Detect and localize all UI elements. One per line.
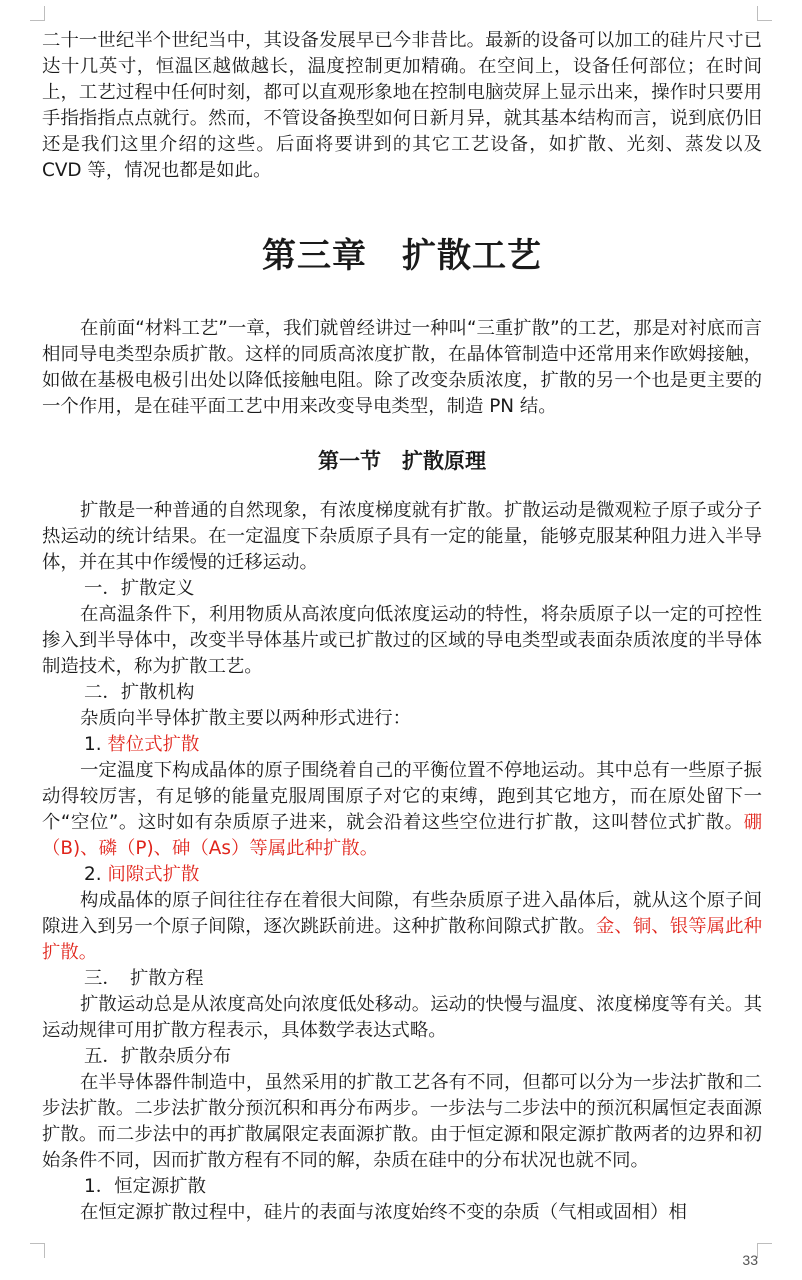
definition-heading: 一．扩散定义 [84, 578, 195, 599]
equation-paragraph: 扩散运动总是从浓度高处向浓度低处移动。运动的快慢与温度、浓度梯度等有关。其运动规律可用扩散方程表示，具体数学表达式略。 [42, 994, 762, 1041]
substitutional-heading [42, 732, 762, 758]
substitutional-paragraph [42, 758, 762, 862]
page-content [42, 28, 762, 1226]
interstitial-number: 2. [84, 864, 102, 885]
equation-heading: 三． 扩散方程 [84, 968, 204, 989]
crop-mark-top-left [30, 6, 45, 21]
distribution-paragraph: 在半导体器件制造中，虽然采用的扩散工艺各有不同，但都可以分为一步法扩散和二步法扩散。二步法扩散分预沉积和再分布两步。一步法与二步法中的预沉积属恒定表面源扩散。而二步法中的再扩散属限定表面源扩散。由于恒定源和限定源扩散两者的边界和初始条件不同，因而扩散方程有不同的解，杂质在硅中的分布状况也就不同。 [42, 1072, 762, 1171]
substitutional-text: 一定温度下构成晶体的原子围绕着自己的平衡位置不停地运动。其中总有一些原子振动得较厉害，有足够的能量克服周围原子对它的束缚，跑到其它地方，而在原处留下一个“空位”。这时如有杂质原子进来，就会沿着这些空位进行扩散，这叫替位式扩散。 [42, 760, 762, 833]
interstitial-paragraph [42, 888, 762, 966]
mechanism-paragraph: 杂质向半导体扩散主要以两种形式进行： [80, 708, 412, 729]
crop-mark-bottom-left [30, 1243, 45, 1258]
substitutional-title: 替位式扩散 [107, 734, 200, 755]
section-title: 第一节 扩散原理 [318, 449, 486, 473]
chapter-title: 第三章 扩散工艺 [262, 236, 542, 276]
distribution-heading: 五．扩散杂质分布 [84, 1046, 232, 1067]
definition-paragraph: 在高温条件下，利用物质从高浓度向低浓度运动的特性，将杂质原子以一定的可控性掺入到半导体中，改变半导体基片或已扩散过的区域的导电类型或表面杂质浓度的半导体制造技术，称为扩散工艺。 [42, 604, 762, 677]
mechanism-heading: 二．扩散机构 [84, 682, 195, 703]
interstitial-highlight: 金、铜、银等属此种扩散。 [42, 916, 762, 963]
constant-source-heading: 1．恒定源扩散 [84, 1176, 207, 1197]
intro-paragraph: 二十一世纪半个世纪当中，其设备发展早已今非昔比。最新的设备可以加工的硅片尺寸已达十几英寸，恒温区越做越长，温度控制更加精确。在空间上，设备任何部位；在时间上，工艺过程中任何时刻，都可以直观形象地在控制电脑荧屏上显示出来，操作时只要用手指指指点点就行。然而，不管设备换型如何日新月异，就其基本结构而言，说到底仍旧还是我们这里介绍的这些。后面将要讲到的其它工艺设备，如扩散、光刻、蒸发以及 CVD 等，情况也都是如此。 [42, 30, 762, 181]
substitutional-number: 1. [84, 734, 102, 755]
constant-source-paragraph: 在恒定源扩散过程中，硅片的表面与浓度始终不变的杂质（气相或固相）相 [80, 1202, 687, 1223]
page-number: 33 [742, 1252, 758, 1268]
crop-mark-bottom-right [757, 1243, 772, 1258]
interstitial-heading [42, 862, 762, 888]
substitutional-highlight: 硼（B)、磷（P)、砷（As）等属此种扩散。 [42, 812, 762, 859]
chapter-intro-paragraph: 在前面“材料工艺”一章，我们就曾经讲过一种叫“三重扩散”的工艺，那是对衬底而言相同导电类型杂质扩散。这样的同质高浓度扩散，在晶体管制造中还常用来作欧姆接触，如做在基极电极引出处以降低接触电阻。除了改变杂质浓度，扩散的另一个也是更主要的一个作用，是在硅平面工艺中用来改变导电类型，制造 PN 结。 [42, 318, 762, 417]
interstitial-text: 构成晶体的原子间往往存在着很大间隙，有些杂质原子进入晶体后，就从这个原子间隙进入到另一个原子间隙，逐次跳跃前进。这种扩散称间隙式扩散。 [42, 890, 762, 937]
crop-mark-top-right [757, 6, 772, 21]
interstitial-title: 间隙式扩散 [107, 864, 200, 885]
section-intro-paragraph: 扩散是一种普通的自然现象，有浓度梯度就有扩散。扩散运动是微观粒子原子或分子热运动的统计结果。在一定温度下杂质原子具有一定的能量，能够克服某种阻力进入半导体，并在其中作缓慢的迁移运动。 [42, 500, 762, 573]
